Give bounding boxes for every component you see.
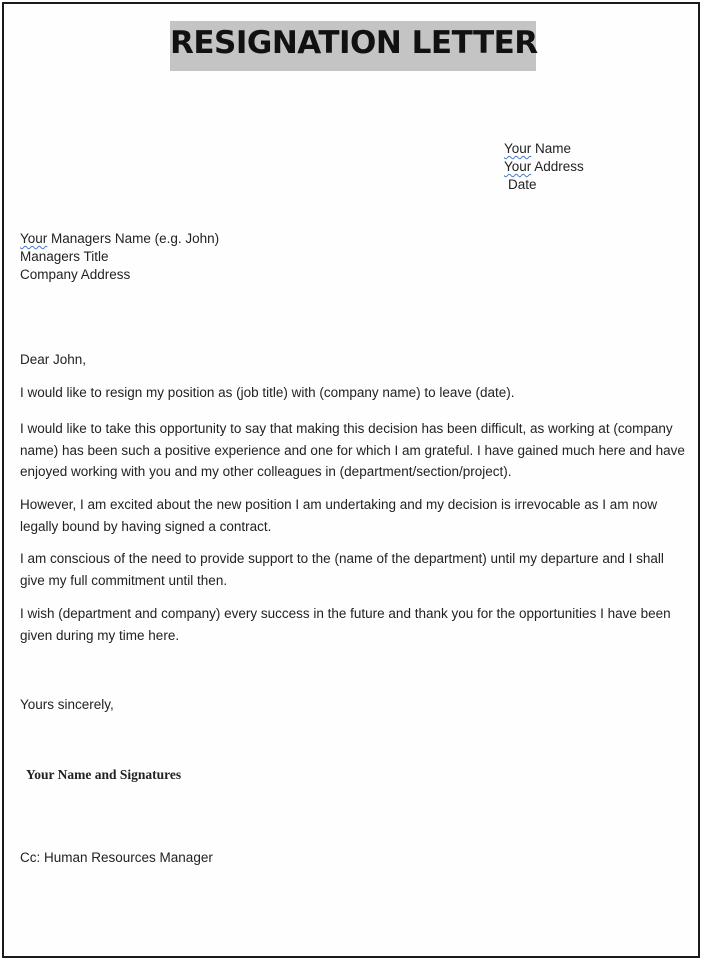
page-title: RESIGNATION LETTER: [170, 25, 538, 61]
sender-name-your: Your: [504, 141, 532, 156]
recipient-title: Managers Title: [20, 249, 109, 264]
letter-page: [2, 2, 700, 958]
cc-line: Cc: Human Resources Manager: [20, 850, 213, 865]
sender-name-rest: Name: [531, 141, 572, 156]
sender-date: Date: [508, 177, 537, 192]
sender-name: [504, 140, 571, 158]
sender-address: [504, 158, 584, 176]
paragraph-5: I wish (department and company) every success in the future and thank you for the opportunities I have been given during my time here.: [20, 606, 671, 643]
closing: Yours sincerely,: [20, 697, 114, 712]
sender-address-your: Your: [504, 159, 532, 174]
paragraph-1: I would like to resign my position as (job title) with (company name) to leave (date).: [20, 385, 515, 400]
paragraph-3: However, I am excited about the new position I am undertaking and my decision is irrevocable as I am now legally bound by having signed a contract.: [20, 497, 658, 534]
recipient-name: [20, 230, 219, 248]
recipient-address: Company Address: [20, 267, 131, 282]
recipient-name-rest: Managers Name (e.g. John): [47, 231, 220, 246]
paragraph-4: I am conscious of the need to provide support to the (name of the department) until my departure and I shall give my full commitment until then.: [20, 551, 664, 588]
salutation: Dear John,: [20, 352, 87, 367]
signature-line: Your Name and Signatures: [26, 767, 182, 782]
paragraph-2: I would like to take this opportunity to say that making this decision has been difficult, as working at (company name) has been such a positive experience and one for which I am grateful. I have gained much here and have enjoyed working with you and my other colleagues in (department/section/project).: [20, 421, 685, 479]
title-banner: [170, 21, 536, 71]
recipient-name-your: Your: [20, 231, 48, 246]
sender-address-rest: Address: [531, 159, 584, 174]
